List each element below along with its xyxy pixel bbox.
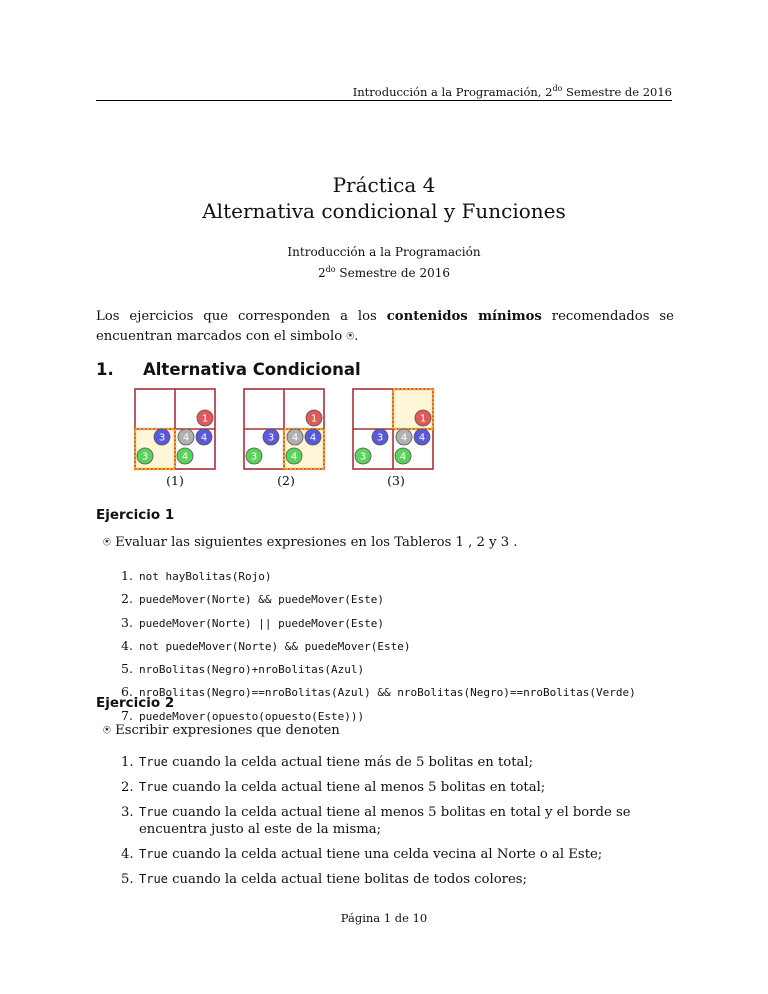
ejercicio-1-title: Ejercicio 1 [96,507,175,523]
ball-count-label: 4 [400,432,408,444]
board-1 [135,389,215,469]
ball-count-label: 4 [309,432,317,444]
ball-count-label: 1 [310,413,318,425]
board-caption-2: (2) [277,473,295,488]
list-item: 1. not hayBolitas(Rojo) [121,568,272,583]
ejercicio-1-list [121,568,636,731]
section-heading: 1. Alternativa Condicional [96,360,361,379]
ejercicio-2-list [121,754,674,896]
ball-count-label: 3 [376,432,384,444]
ball-count-label: 3 [141,451,149,463]
list-item: 5. nroBolitas(Negro)+nroBolitas(Azul) [121,661,365,677]
boards-figure [134,388,534,478]
list-item: 7. puedeMover(opuesto(opuesto(Este))) [121,707,365,723]
list-item: 3. True cuando la celda actual tiene al menos 5 bolitas en total y el borde se encuentra justo al este de la misma; [121,805,631,837]
list-item: 2. puedeMover(Norte) && puedeMover(Este) [121,591,385,607]
board-2 [244,389,324,469]
ball-count-label: 4 [291,432,299,444]
ball-count-label: 1 [419,413,427,425]
ball-count-label: 4 [182,432,190,444]
ejercicio-1-desc: ⍟ Evaluar las siguientes expresiones en los Tableros 1 , 2 y 3 . [103,535,518,550]
list-item: 4. not puedeMover(Norte) && puedeMover(Este) [121,637,411,653]
ball-count-label: 4 [181,451,189,463]
ball-count-label: 3 [250,451,258,463]
ball-count-label: 1 [201,413,209,425]
ejercicio-2-desc: ⍟ Escribir expresiones que denoten [103,723,340,738]
ball-count-label: 4 [399,451,407,463]
ball-count-label: 3 [359,451,367,463]
ball-count-label: 3 [267,432,275,444]
list-item: 2. True cuando la celda actual tiene al menos 5 bolitas en total; [121,780,546,795]
page-title: Práctica 4 Alternativa condicional y Funciones [202,173,566,223]
board-caption-1: (1) [166,473,184,488]
intro-paragraph: Los ejercicios que corresponden a los contenidos mínimos recomendados se encuentran marcados con el simbolo ⍟. [96,309,674,344]
running-header: Introducción a la Programación, $2^{do}$ Semestre de 2016 [352,84,672,99]
list-item: 5. True cuando la celda actual tiene bolitas de todos colores; [121,872,527,887]
board-3 [353,389,433,469]
page-footer: Página 1 de 10 [340,911,428,925]
list-item: 4. True cuando la celda actual tiene una celda vecina al Norte o al Este; [121,847,603,862]
ball-count-label: 4 [418,432,426,444]
board-caption-3: (3) [387,473,405,488]
header-rule [96,100,672,101]
subtitle: Introducción a la Programación $2^{do}$ Semestre de 2016 [287,245,481,280]
ejercicio-2-title: Ejercicio 2 [96,695,175,711]
ball-count-label: 3 [158,432,166,444]
ball-count-label: 4 [200,432,208,444]
list-item: 3. puedeMover(Norte) || puedeMover(Este) [121,614,385,630]
boards-svg [134,388,534,478]
list-item: 6. nroBolitas(Negro)==nroBolitas(Azul) && nroBolitas(Negro)==nroBolitas(Verde) [121,684,636,700]
ball-count-label: 4 [290,451,298,463]
list-item: 1. True cuando la celda actual tiene más de 5 bolitas en total; [121,755,534,770]
